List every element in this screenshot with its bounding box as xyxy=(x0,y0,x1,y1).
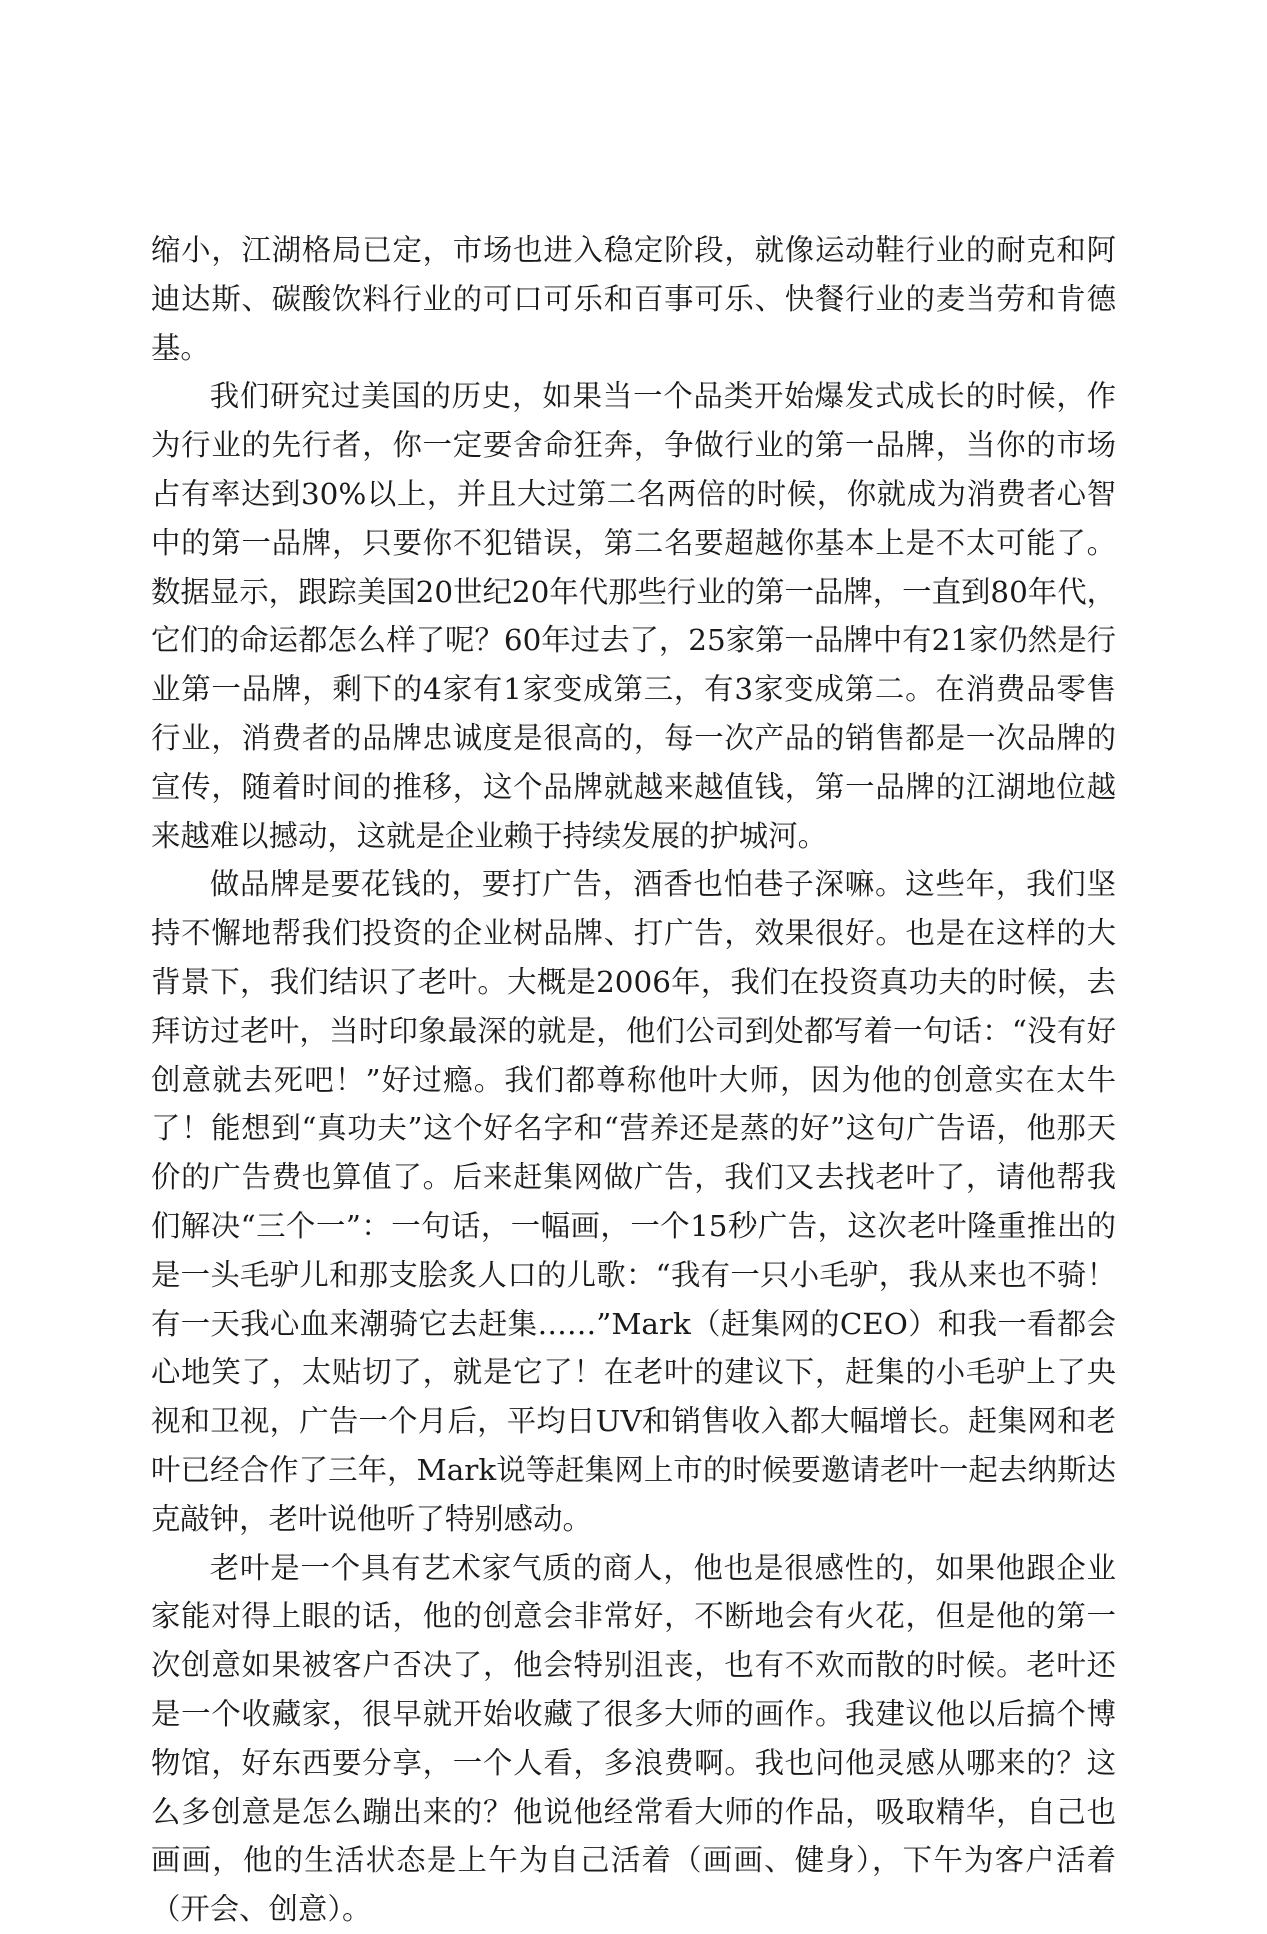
paragraph-3: 做品牌是要花钱的，要打广告，酒香也怕巷子深嘛。这些年，我们坚持不懈地帮我们投资的企业树品牌、打广告，效果很好。也是在这样的大背景下，我们结识了老叶。大概是2006年，我们在投资真功夫的时候，去拜访过老叶，当时印象最深的就是，他们公司到处都写着一句话：“没有好创意就去死吧！”好过瘾。我们都尊称他叶大师，因为他的创意实在太牛了！能想到“真功夫”这个好名字和“营养还是蒸的好”这句广告语，他那天价的广告费也算值了。后来赶集网做广告，我们又去找老叶了，请他帮我们解决“三个一”：一句话，一幅画，一个15秒广告，这次老叶隆重推出的是一头毛驴儿和那支脍炙人口的儿歌：“我有一只小毛驴，我从来也不骑！有一天我心血来潮骑它去赶集……”Mark（赶集网的CEO）和我一看都会心地笑了，太贴切了，就是它了！在老叶的建议下，赶集的小毛驴上了央视和卫视，广告一个月后，平均日UV和销售收入都大幅增长。赶集网和老叶已经合作了三年，Mark说等赶集网上市的时候要邀请老叶一起去纳斯达克敲钟，老叶说他听了特别感动。 xyxy=(151,867,1116,1536)
paragraph-2: 我们研究过美国的历史，如果当一个品类开始爆发式成长的时候，作为行业的先行者，你一定要舍命狂奔，争做行业的第一品牌，当你的市场占有率达到30%以上，并且大过第二名两倍的时候，你就成为消费者心智中的第一品牌，只要你不犯错误，第二名要超越你基本上是不太可能了。数据显示，跟踪美国20世纪20年代那些行业的第一品牌，一直到80年代，它们的命运都怎么样了呢？60年过去了，25家第一品牌中有21家仍然是行业第一品牌，剩下的4家有1家变成第三，有3家变成第二。在消费品零售行业，消费者的品牌忠诚度是很高的，每一次产品的销售都是一次品牌的宣传，随着时间的推移，这个品牌就越来越值钱，第一品牌的江湖地位越来越难以撼动，这就是企业赖于持续发展的护城河。 xyxy=(151,379,1116,853)
document-page xyxy=(151,226,1116,1934)
paragraph-4: 老叶是一个具有艺术家气质的商人，他也是很感性的，如果他跟企业家能对得上眼的话，他的创意会非常好，不断地会有火花，但是他的第一次创意如果被客户否决了，他会特别沮丧，也有不欢而散的时候。老叶还是一个收藏家，很早就开始收藏了很多大师的画作。我建议他以后搞个博物馆，好东西要分享，一个人看，多浪费啊。我也问他灵感从哪来的？这么多创意是怎么蹦出来的？他说他经常看大师的作品，吸取精华，自己也画画，他的生活状态是上午为自己活着（画画、健身），下午为客户活着（开会、创意）。 xyxy=(151,1550,1116,1927)
paragraph-1: 缩小，江湖格局已定，市场也进入稳定阶段，就像运动鞋行业的耐克和阿迪达斯、碳酸饮料行业的可口可乐和百事可乐、快餐行业的麦当劳和肯德基。 xyxy=(151,233,1116,365)
